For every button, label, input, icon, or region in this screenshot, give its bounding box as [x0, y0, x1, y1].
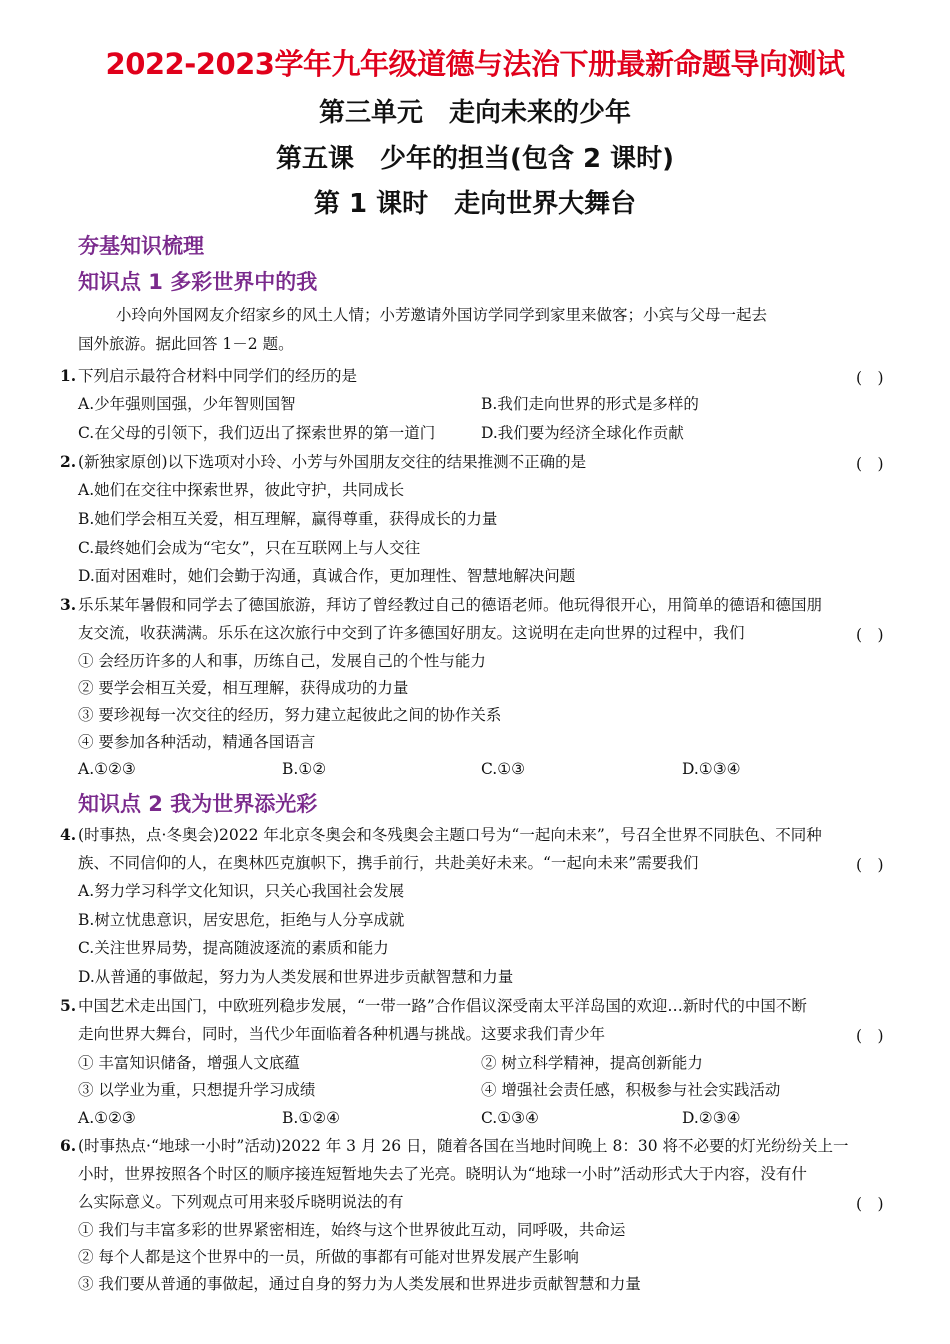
material-text-line-2: 国外旅游。据此回答 1－2 题。 — [78, 335, 294, 353]
question-stem-line-1: (时事热，点·冬奥会)2022 年北京冬奥会和冬残奥会主题口号为“一起向未来”，号召全世界不同肤色、不同种 — [78, 826, 822, 844]
question-stem-line-2: 走向世界大舞台，同时，当代少年面临着各种机遇与挑战。这要求我们青少年 — [78, 1025, 606, 1043]
question-stem-line-1: (时事热点·“地球一小时”活动)2022 年 3 月 26 日，随着各国在当地时间晚上 8：30 将不必要的灯光纷纷关上一 — [78, 1137, 849, 1155]
option-d: D.我们要为经济全球化作贡献 — [481, 424, 684, 442]
question-number: 4. — [60, 825, 77, 844]
statement-4: ④ 增强社会责任感，积极参与社会实践活动 — [481, 1081, 781, 1099]
option-b: B.树立忧患意识，居安思危，拒绝与人分享成就 — [78, 911, 405, 929]
question-stem: 下列启示最符合材料中同学们的经历的是 — [78, 367, 358, 385]
question-number: 3. — [60, 595, 77, 614]
option-a: A.少年强则国强，少年智则国智 — [78, 395, 296, 413]
material-text-line-1: 小玲向外国网友介绍家乡的风土人情；小芳邀请外国访学同学到家里来做客；小宾与父母一起去 — [116, 306, 768, 324]
statement-4: ④ 要参加各种活动，精通各国语言 — [78, 733, 316, 751]
question-number: 6. — [60, 1136, 77, 1155]
statement-1: ① 丰富知识储备，增强人文底蕴 — [78, 1054, 300, 1072]
statement-3: ③ 要珍视每一次交往的经历，努力建立起彼此之间的协作关系 — [78, 706, 502, 724]
question-stem-line-3: 么实际意义。下列观点可用来驳斥晓明说法的有 — [78, 1193, 404, 1211]
statement-2: ② 每个人都是这个世界中的一员，所做的事都有可能对世界发展产生影响 — [78, 1248, 579, 1266]
question-number: 1. — [60, 366, 77, 385]
period-title: 第 1 课时 走向世界大舞台 — [313, 189, 637, 219]
question-number: 2. — [60, 452, 77, 471]
question-stem: (新独家原创)以下选项对小玲、小芳与外国朋友交往的结果推测不正确的是 — [78, 453, 587, 471]
answer-blank: ( ) — [856, 1027, 884, 1045]
option-a: A.①②③ — [78, 1109, 136, 1127]
statement-1: ① 会经历许多的人和事，历练自己，发展自己的个性与能力 — [78, 652, 486, 670]
option-b: B.她们学会相互关爱，相互理解，赢得尊重，获得成长的力量 — [78, 510, 498, 528]
knowledge-point-1-heading: 知识点 1 多彩世界中的我 — [78, 270, 318, 294]
statement-3: ③ 我们要从普通的事做起，通过自身的努力为人类发展和世界进步贡献智慧和力量 — [78, 1275, 641, 1293]
statement-2: ② 要学会相互关爱，相互理解，获得成功的力量 — [78, 679, 409, 697]
question-stem-line-2: 小时，世界按照各个时区的顺序接连短暂地失去了光亮。晓明认为“地球一小时”活动形式大于内容，没有什 — [78, 1165, 807, 1183]
option-a: A.她们在交往中探索世界，彼此守护，共同成长 — [78, 481, 405, 499]
option-c: C.关注世界局势，提高随波逐流的素质和能力 — [78, 939, 389, 957]
answer-blank: ( ) — [856, 856, 884, 874]
question-number: 5. — [60, 996, 77, 1015]
answer-blank: ( ) — [856, 369, 884, 387]
statement-3: ③ 以学业为重，只想提升学习成绩 — [78, 1081, 316, 1099]
option-d: D.①③④ — [682, 760, 741, 778]
option-c: C.①③ — [481, 760, 526, 778]
answer-blank: ( ) — [856, 1195, 884, 1213]
option-d: D.从普通的事做起，努力为人类发展和世界进步贡献智慧和力量 — [78, 968, 514, 986]
option-b: B.①②④ — [282, 1109, 341, 1127]
question-stem-line-1: 中国艺术走出国门，中欧班列稳步发展，“一带一路”合作倡议深受南太平洋岛国的欢迎…新时代的中国不断 — [78, 997, 807, 1015]
knowledge-point-2-heading: 知识点 2 我为世界添光彩 — [78, 792, 318, 816]
question-stem-line-2: 族、不同信仰的人，在奥林匹克旗帜下，携手前行，共赴美好未来。“一起向未来”需要我们 — [78, 854, 699, 872]
option-d: D.②③④ — [682, 1109, 741, 1127]
option-d: D.面对困难时，她们会勤于沟通，真诚合作，更加理性、智慧地解决问题 — [78, 567, 576, 585]
option-c: C.①③④ — [481, 1109, 539, 1127]
option-c: C.最终她们会成为“宅女”，只在互联网上与人交往 — [78, 539, 421, 557]
option-a: A.努力学习科学文化知识，只关心我国社会发展 — [78, 882, 405, 900]
answer-blank: ( ) — [856, 455, 884, 473]
statement-2: ② 树立科学精神，提高创新能力 — [481, 1054, 703, 1072]
answer-blank: ( ) — [856, 626, 884, 644]
lesson-title: 第五课 少年的担当(包含 2 课时) — [276, 144, 674, 174]
section-heading-basics: 夯基知识梳理 — [78, 234, 204, 258]
main-title: 2022-2023学年九年级道德与法治下册最新命题导向测试 — [105, 47, 845, 81]
option-c: C.在父母的引领下，我们迈出了探索世界的第一道门 — [78, 424, 436, 442]
question-stem-line-2: 友交流，收获满满。乐乐在这次旅行中交到了许多德国好朋友。这说明在走向世界的过程中，我们 — [78, 624, 745, 642]
option-b: B.①② — [282, 760, 327, 778]
statement-1: ① 我们与丰富多彩的世界紧密相连，始终与这个世界彼此互动，同呼吸，共命运 — [78, 1221, 626, 1239]
option-a: A.①②③ — [78, 760, 136, 778]
option-b: B.我们走向世界的形式是多样的 — [481, 395, 699, 413]
question-stem-line-1: 乐乐某年暑假和同学去了德国旅游，拜访了曾经教过自己的德语老师。他玩得很开心，用简单的德语和德国朋 — [78, 596, 823, 614]
unit-title: 第三单元 走向未来的少年 — [318, 98, 631, 128]
